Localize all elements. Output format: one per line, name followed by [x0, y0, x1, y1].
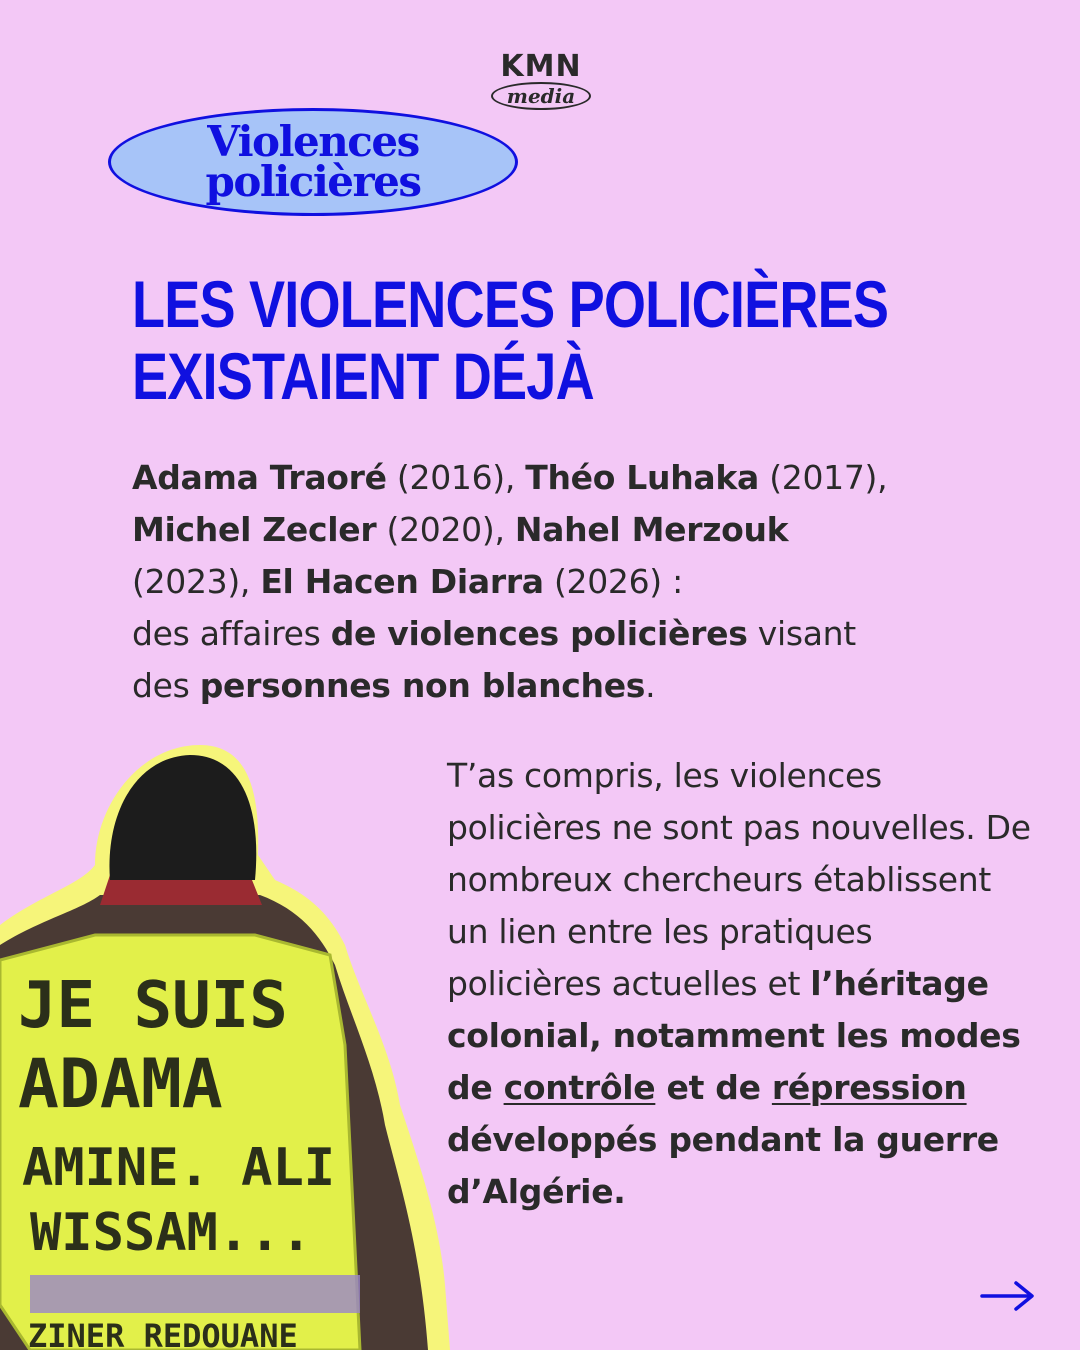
- logo-media: media: [491, 82, 591, 110]
- victim-year: (2026) :: [543, 562, 683, 601]
- underlined-term-repression: répression: [771, 1068, 967, 1107]
- topic-tag-line1: Violences: [207, 117, 419, 166]
- intro-emphasis: de violences policières: [330, 614, 748, 653]
- victim-name: Nahel Merzouk: [514, 510, 789, 549]
- intro-text: .: [645, 666, 656, 705]
- intro-text: des affaires: [132, 614, 331, 653]
- topic-tag: [108, 108, 518, 216]
- body-emphasis: développés pendant la guerre d’Algérie.: [447, 1120, 999, 1211]
- victim-name: El Hacen Diarra: [260, 562, 544, 601]
- page-title: [132, 268, 1001, 412]
- body-emphasis: l’héritage colonial, notamment les modes de: [447, 964, 1021, 1107]
- victim-name: Michel Zecler: [132, 510, 377, 549]
- intro-emphasis: personnes non blanches: [199, 666, 646, 705]
- intro-paragraph: [132, 452, 962, 712]
- vest-text-line4: WISSAM...: [30, 1203, 312, 1263]
- page-title-line2: EXISTAIENT DÉJÀ: [132, 339, 594, 413]
- intro-line3: [132, 556, 962, 608]
- vest-text-line1: JE SUIS: [18, 969, 288, 1043]
- victim-year: (2016),: [386, 458, 526, 497]
- underlined-term-controle: contrôle: [503, 1068, 656, 1107]
- arrow-right-icon[interactable]: [980, 1278, 1036, 1314]
- victim-name: Adama Traoré: [132, 458, 387, 497]
- body-emphasis: et de: [655, 1068, 772, 1107]
- victim-year: (2023),: [132, 562, 261, 601]
- body-paragraph: [447, 750, 1037, 1218]
- intro-line5: [132, 660, 962, 712]
- body-text: T’as compris, les violences policières ne sont pas nouvelles. De nombreux chercheurs établissent un lien entre les pratiques policières actuelles et: [447, 756, 1031, 1003]
- intro-text: visant: [747, 614, 856, 653]
- victim-year: (2020),: [376, 510, 515, 549]
- topic-tag-line2: policières: [205, 157, 421, 206]
- vest-text-line5: ZINER REDOUANE: [28, 1317, 298, 1350]
- protester-photo: [0, 745, 450, 1350]
- intro-line1: [132, 452, 962, 504]
- page-title-line1: LES VIOLENCES POLICIÈRES: [132, 267, 889, 341]
- topic-tag-text: [205, 117, 421, 206]
- intro-line2: [132, 504, 962, 556]
- logo-kmn: KMN: [500, 49, 582, 84]
- intro-line4: [132, 608, 962, 660]
- vest-text-line2: ADAMA: [18, 1045, 223, 1124]
- victim-name: Théo Luhaka: [525, 458, 759, 497]
- intro-text: des: [132, 666, 200, 705]
- victim-year: (2017),: [759, 458, 888, 497]
- brand-logo: [486, 49, 596, 114]
- vest-text-line3: AMINE. ALI: [22, 1138, 336, 1198]
